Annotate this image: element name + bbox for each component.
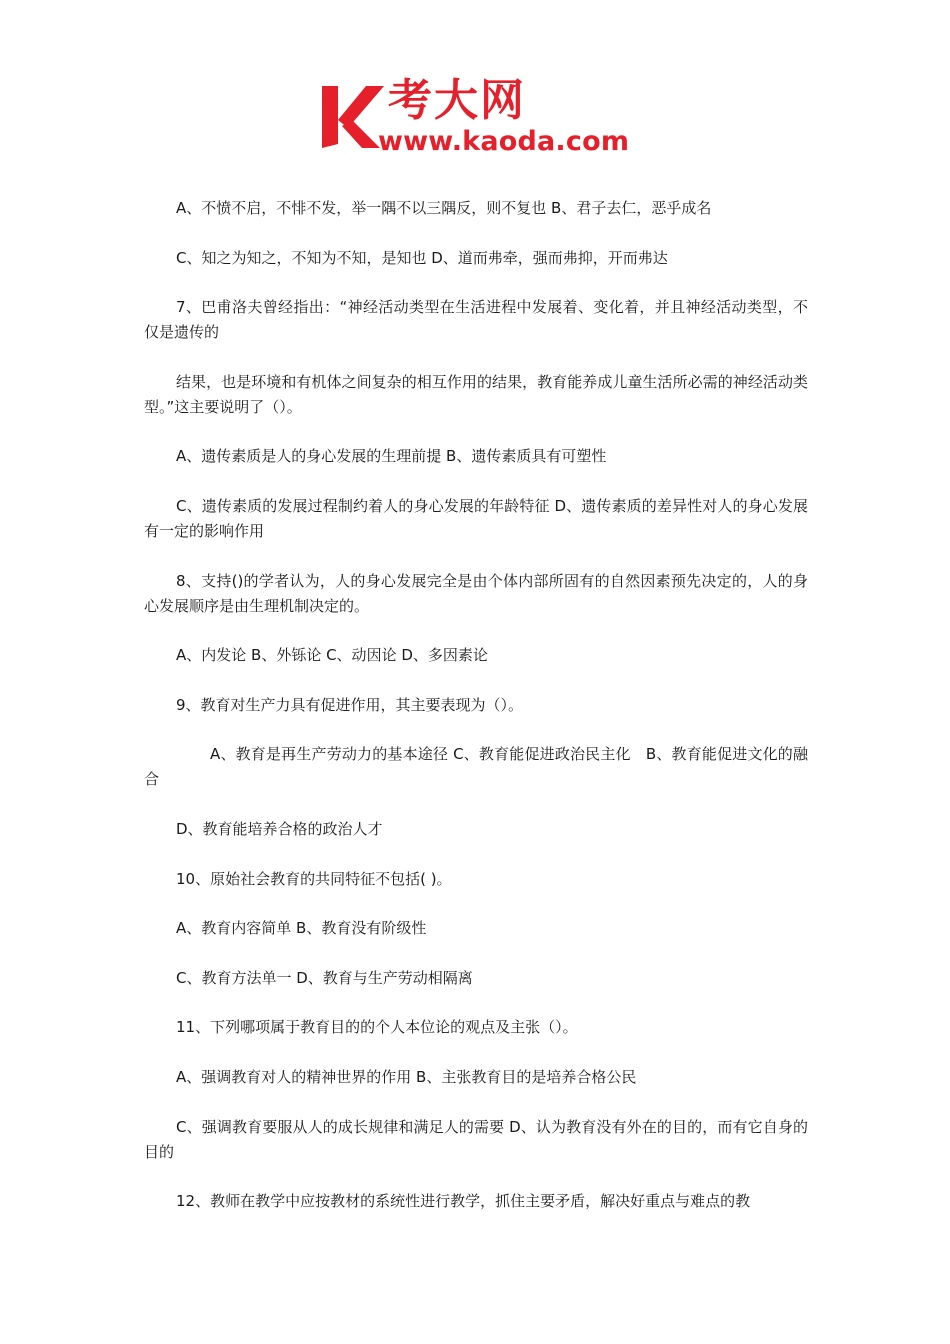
- paragraph: A、内发论 B、外铄论 C、动因论 D、多因素论: [176, 646, 488, 665]
- paragraph: 11、下列哪项属于教育目的的个人本位论的观点及主张（）。: [176, 1018, 578, 1037]
- document-body: [144, 196, 808, 1239]
- paragraph: C、强调教育要服从人的成长规律和满足人的需要 D、认为教育没有外在的目的，而有它自身的目的: [144, 1117, 808, 1161]
- paragraph: 结果，也是环境和有机体之间复杂的相互作用的结果，教育能养成儿童生活所必需的神经活动类型。”这主要说明了（）。: [144, 372, 808, 416]
- paragraph: D、教育能培养合格的政治人才: [176, 819, 383, 838]
- paragraph: 7、巴甫洛夫曾经指出：“神经活动类型在生活进程中发展着、变化着，并且神经活动类型，不仅是遗传的: [144, 298, 808, 342]
- paragraph: C、教育方法单一 D、教育与生产劳动相隔离: [176, 968, 473, 987]
- paragraph: A、强调教育对人的精神世界的作用 B、主张教育目的是培养合格公民: [176, 1067, 637, 1086]
- logo-url-text: www.kaoda.com: [378, 126, 630, 157]
- paragraph: 9、教育对生产力具有促进作用，其主要表现为（）。: [176, 695, 524, 714]
- paragraph: 10、原始社会教育的共同特征不包括( )。: [176, 869, 452, 888]
- paragraph: A、教育内容简单 B、教育没有阶级性: [176, 919, 427, 938]
- paragraph: 12、教师在教学中应按教材的系统性进行教学，抓住主要矛盾，解决好重点与难点的教: [176, 1192, 751, 1211]
- paragraph: C、知之为知之，不知为不知，是知也 D、道而弗牵，强而弗抑，开而弗达: [176, 248, 668, 267]
- logo-chinese-text: 考大网: [388, 75, 526, 126]
- paragraph: A、教育是再生产劳动力的基本途径 C、教育能促进政治民主化 B、教育能促进文化的融合: [144, 745, 808, 789]
- kaoda-logo: [318, 75, 648, 162]
- paragraph: A、不愤不启，不悱不发，举一隅不以三隅反，则不复也 B、君子去仁，恶乎成名: [176, 199, 712, 217]
- paragraph: 8、支持()的学者认为，人的身心发展完全是由个体内部所固有的自然因素预先决定的，人的身心发展顺序是由生理机制决定的。: [144, 571, 808, 615]
- paragraph: A、遗传素质是人的身心发展的生理前提 B、遗传素质具有可塑性: [176, 447, 607, 466]
- paragraph: C、遗传素质的发展过程制约着人的身心发展的年龄特征 D、遗传素质的差异性对人的身心发展有一定的影响作用: [144, 496, 808, 540]
